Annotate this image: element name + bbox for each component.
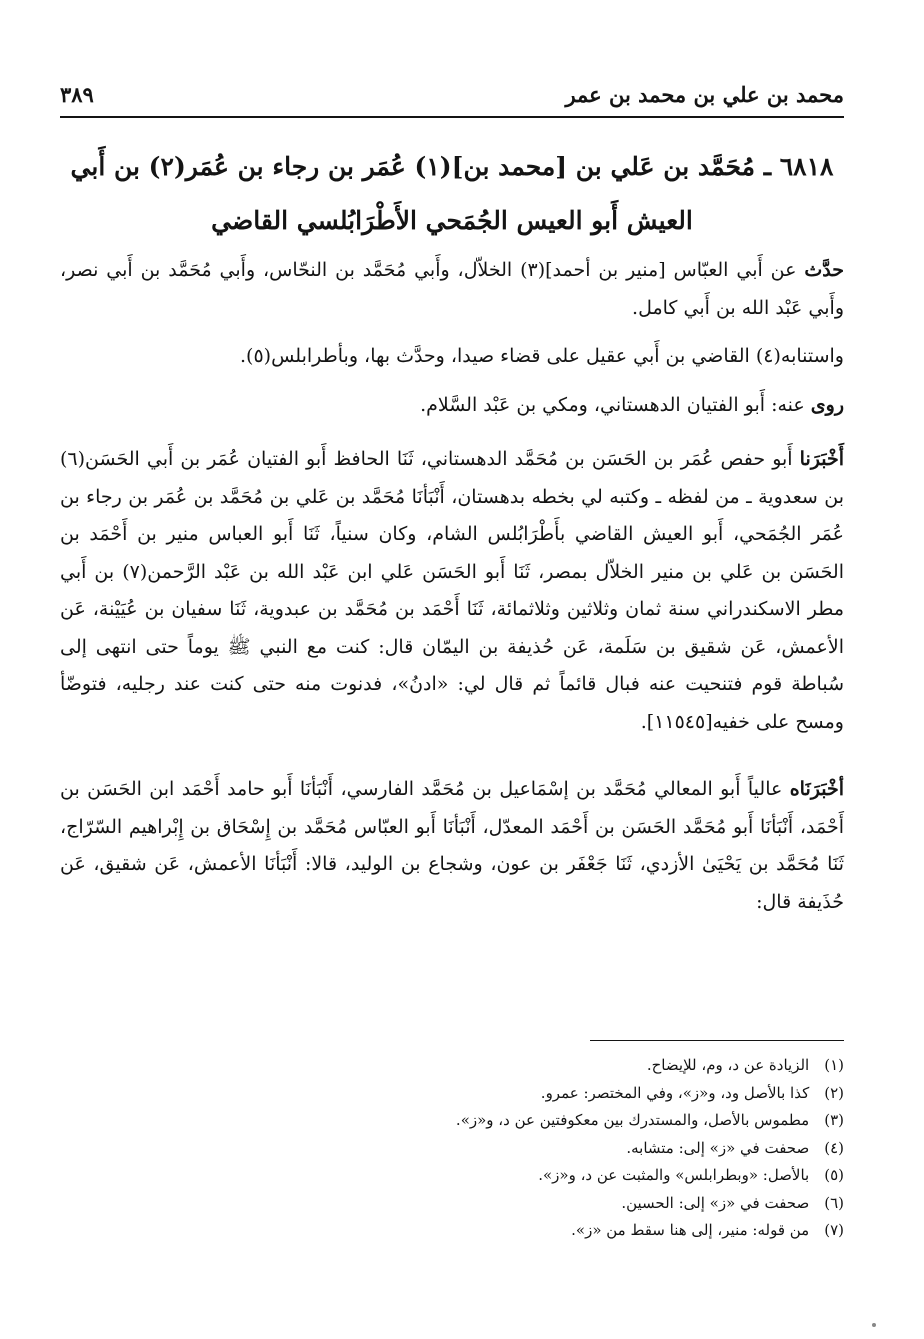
footnote: [60, 1190, 844, 1218]
page-number: ٣٨٩: [60, 82, 94, 107]
entry-title: ٦٨١٨ ـ مُحَمَّد بن عَلي بن [محمد بن](١) عُمَر بن رجاء بن عُمَر(٢) بن أَبي العيش أَبو العيس الجُمَحي الأَطْرَابُلسي القاضي: [70, 152, 834, 235]
footnote-number: (٥): [824, 1166, 844, 1184]
paragraph-lead: روى: [810, 393, 844, 416]
footnote-text: من قوله: منير، إلى هنا سقط من «ز».: [571, 1221, 810, 1239]
footnote: [60, 1080, 844, 1108]
paragraph-text: عنه: أَبو الفتيان الدهستاني، ومكي بن عَبْد السَّلام.: [420, 393, 811, 416]
footnote-text: مطموس بالأصل، والمستدرك بين معكوفتين عن د، و«ز».: [455, 1111, 810, 1129]
footnote-number: (٤): [824, 1138, 844, 1157]
footnote-number: (٦): [824, 1193, 844, 1212]
footnote-text: صحفت في «ز» إلى: متشابه.: [626, 1138, 810, 1157]
footnote: [60, 1217, 844, 1245]
footnote-number: (٧): [824, 1221, 844, 1239]
paragraph-second-chain: [60, 771, 844, 921]
header-rule: [60, 116, 844, 118]
footnote-text: كذا بالأصل ود، و«ز»، وفي المختصر: عمرو.: [540, 1083, 810, 1102]
footnote: [60, 1135, 844, 1163]
paragraph-narrators: [60, 387, 844, 425]
paragraph-narration: [60, 252, 844, 327]
footnotes: [60, 1052, 844, 1245]
footnote-text: صحفت في «ز» إلى: الحسين.: [621, 1193, 810, 1212]
paragraph-hadith-chain: [60, 441, 844, 741]
footnote: [60, 1162, 844, 1190]
footnote-number: (٣): [824, 1111, 844, 1129]
scan-speck: [872, 1323, 876, 1327]
paragraph-text: عالياً أَبو المعالي مُحَمَّد بن إسْمَاعيل بن مُحَمَّد الفارسي، أَنْبَأنَا أَبو حامد أَحْمَد ابن الحَسَن بن أَحْمَد، أَنْبَأنَا أَبو مُحَمَّد الحَسَن بن أَحْمَد المعدّل، أَنْبَأنَا أَبو العبّاس مُحَمَّد بن إِسْحَاق بن إِبْراهيم السّرّاج، ثَنَا مُحَمَّد بن يَحْيَىٰ الأزدي، ثَنَا جَعْفَر بن عون، وشجاع بن الوليد، قالا: أَنْبَأنَا الأعمش، عَن شقيق، عَن حُذَيفة قال:: [60, 778, 844, 913]
paragraph-lead: أخْبَرَنَاه: [789, 778, 844, 800]
paragraph-lead: أَخْبَرَنا: [799, 448, 844, 470]
footnote-text: بالأصل: «وبطرابلس» والمثبت عن د، و«ز».: [538, 1166, 810, 1184]
paragraph-lead: حدَّث: [804, 259, 844, 281]
paragraph-text: أَبو حفص عُمَر بن الحَسَن بن مُحَمَّد الدهستاني، ثَنَا الحافظ أَبو الفتيان عُمَر بن أَبي الحَسَن(٦) بن سعدوية ـ من لفظه ـ وكتبه لي بخطه بدهستان، أَنْبَأنَا مُحَمَّد بن عَلي بن مُحَمَّد بن عُمَر بن رجاء بن عُمَر الجُمَحي، أَبو العيش القاضي بأَطْرَابُلس الشام، وكان سنياً، ثَنَا أَبو العباس منير بن أَحْمَد بن الحَسَن بن عَلي بن منير الخلاّل بمصر، ثَنَا أَبو الحَسَن عَلي ابن عَبْد الله بن عَبْد الرَّحمن(٧) بن أَبي مطر الاسكندراني سنة ثمان وثلاثين وثلاثمائة، ثَنَا أَحْمَد بن مُحَمَّد بن عبدوية، ثَنَا سفيان بن عُيَيْنة، عَن الأعمش، عَن شقيق بن سَلَمة، عَن حُذيفة بن اليمّان قال: كنت مع النبي ﷺ يوماً حتى انتهى إلى سُباطة قوم فتنحيت عنه فبال قائماً ثم قال لي: «ادنُ»، فدنوت منه حتى كنت عند رجليه، فتوضّأ ومسح على خفيه[١١٥٤٥].: [60, 448, 844, 733]
footnote-number: (١): [824, 1056, 844, 1074]
paragraph-text: واستنابه(٤) القاضي بن أَبي عقيل على قضاء صيدا، وحدَّث بها، وبأطرابلس(٥).: [240, 345, 844, 367]
running-title: محمد بن علي بن محمد بن عمر: [565, 82, 844, 107]
footnote-text: الزيادة عن د، وم، للإيضاح.: [646, 1056, 810, 1074]
paragraph-appointment: [60, 338, 844, 376]
footnote-separator: [590, 1040, 844, 1041]
footnote-number: (٢): [824, 1083, 844, 1102]
main-text: [60, 140, 844, 921]
page-header: [60, 76, 844, 118]
footnote: [60, 1052, 844, 1080]
footnote: [60, 1107, 844, 1135]
paragraph-text: عن أَبي العبّاس [منير بن أحمد](٣) الخلاّل، وأَبي مُحَمَّد بن النحّاس، وأَبي مُحَمَّد بن أَبي نصر، وأَبي عَبْد الله بن أَبي كامل.: [60, 259, 844, 319]
